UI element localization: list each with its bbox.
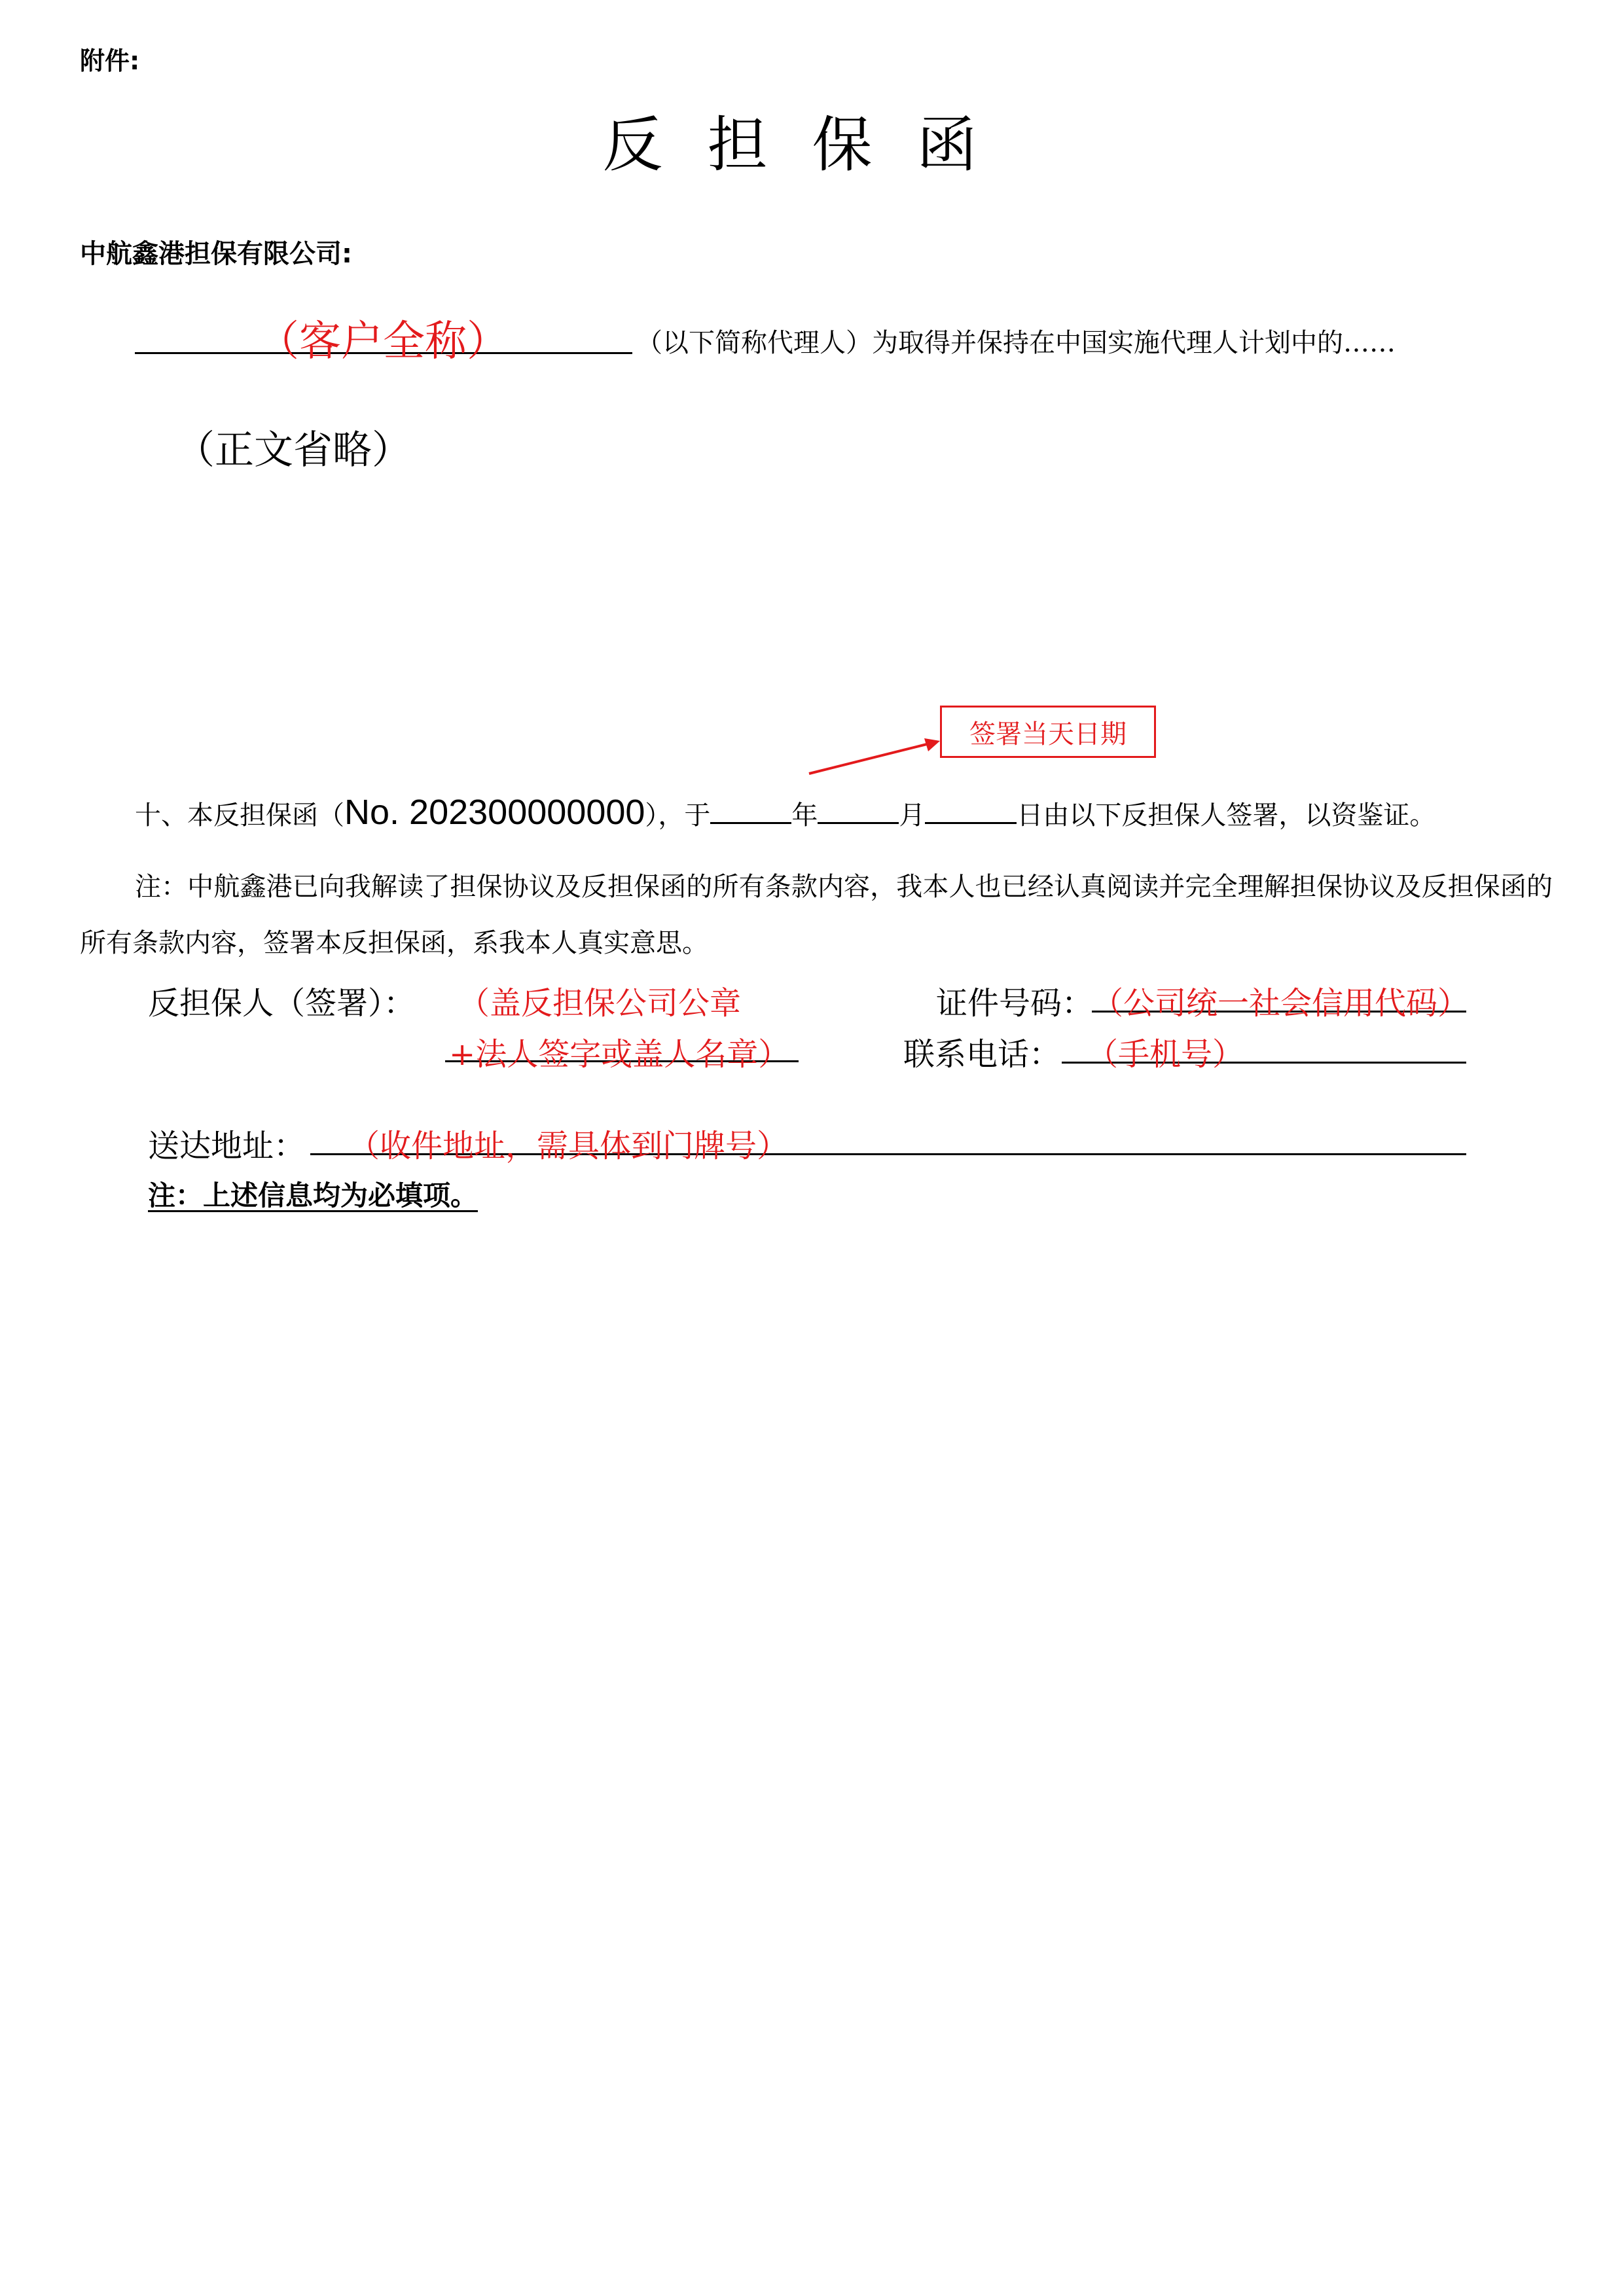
phone-label: 联系电话： [903, 1036, 1061, 1073]
acknowledgement-paragraph: 注：中航鑫港已向我解读了担保协议及反担保函的所有条款内容，我本人也已经认真阅读并完全理解担保协议及反担保函的所有条款内容，签署本反担保函，系我本人真实意思。 [80, 872, 1553, 958]
client-name-placeholder: （客户全称） [257, 317, 509, 366]
document-title: 反担保函 [602, 110, 1022, 180]
letter-number: No. 202300000000 [344, 793, 645, 832]
date-callout-box [940, 706, 1156, 758]
required-fields-note: 注：上述信息均为必填项。 [148, 1179, 478, 1211]
phone-value: （手机号） [1087, 1036, 1244, 1073]
intro-text: （以下简称代理人）为取得并保持在中国实施代理人计划中的…… [636, 328, 1396, 358]
guarantor-value-line1: （盖反担保公司公章 [458, 985, 742, 1022]
month-label: 月 [899, 800, 926, 831]
article-ten-suffix: 日由以下反担保人签署，以资鉴证。 [1017, 800, 1436, 831]
callout-arrow-icon [785, 720, 956, 785]
guarantor-value-line2: +法人签字或盖人名章） [449, 1036, 790, 1073]
article-ten-prefix: 十、本反担保函（ [135, 800, 344, 831]
addressee: 中航鑫港担保有限公司: [80, 239, 352, 269]
address-label: 送达地址： [148, 1128, 306, 1164]
attachment-label: 附件: [80, 46, 140, 75]
month-blank[interactable] [818, 796, 899, 824]
omitted-body-note: （正文省略） [175, 427, 411, 473]
guarantor-label: 反担保人（签署）： [148, 985, 416, 1022]
date-callout-label: 签署当天日期 [969, 719, 1127, 749]
year-label: 年 [791, 800, 818, 831]
day-blank[interactable] [925, 796, 1017, 824]
article-ten [135, 792, 1435, 833]
address-value: （收件地址，需具体到门牌号） [348, 1128, 789, 1164]
id-number-value: （公司统一社会信用代码） [1092, 985, 1470, 1022]
year-blank[interactable] [710, 796, 791, 824]
id-number-label: 证件号码： [936, 985, 1094, 1022]
article-ten-close: ），于 [645, 800, 711, 831]
